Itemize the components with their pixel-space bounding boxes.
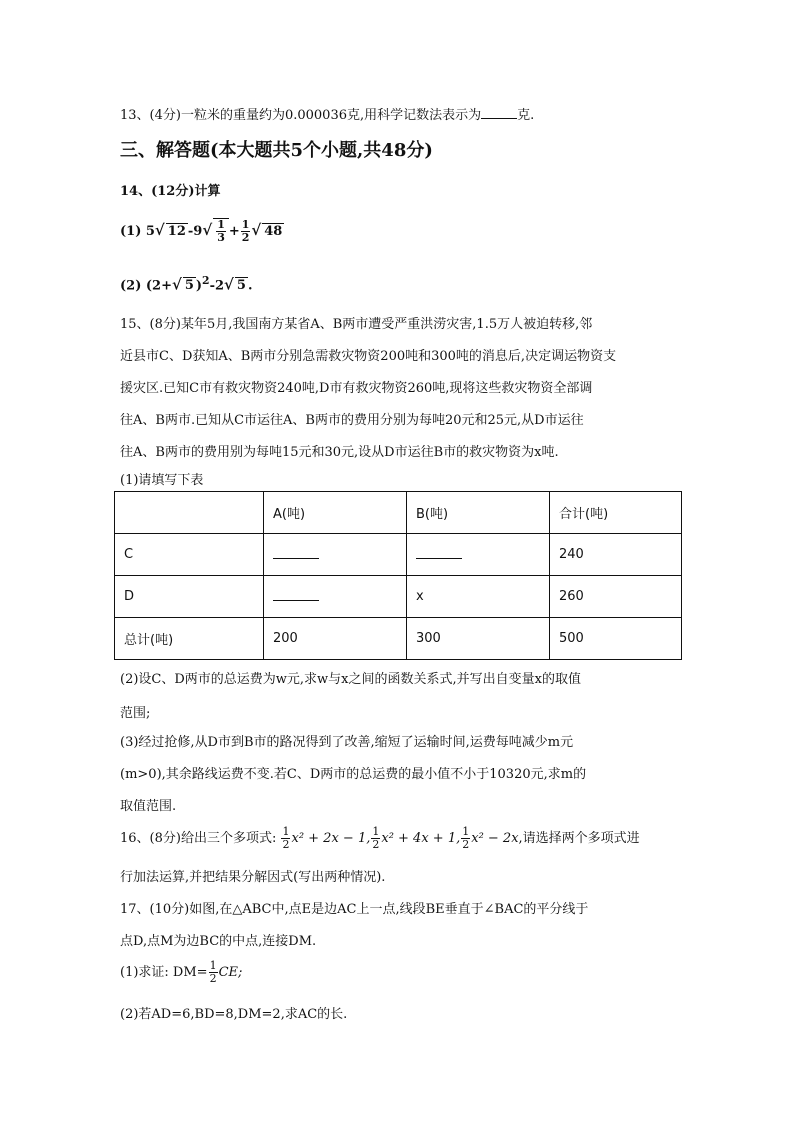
table-cell-blank[interactable] [264, 576, 407, 618]
q17-p1-suffix: CE; [218, 965, 243, 980]
q14-part1 [120, 218, 284, 244]
table-header-row [115, 492, 682, 534]
q14-part2: (2) (2+√ 5 )$^2$-2√ 5 . [120, 274, 253, 294]
q16-poly1: x² + 2x − 1, [291, 831, 371, 846]
table-row-label: D [115, 576, 264, 618]
table-row [115, 576, 682, 618]
q14-p1-minus: -9 [187, 224, 203, 239]
q14-p2-radicand1: 5 [184, 278, 194, 294]
q17-p1-prefix: (1)求证: DM= [120, 965, 208, 980]
table-header-cell [115, 492, 264, 534]
q17-line2: 点D,点M为边BC的中点,连接DM. [120, 934, 317, 949]
q16-poly2: x² + 4x + 1, [381, 831, 461, 846]
table-header-cell: 合计(吨) [550, 492, 682, 534]
q13-text: 13、(4分)一粒米的重量约为0.000036克,用科学记数法表示为 [120, 108, 482, 123]
table-row [115, 534, 682, 576]
q14-p1-sqrt-frac: $\frac{1}{3}$ [213, 218, 229, 244]
q16-suffix: ,请选择两个多项式进 [518, 831, 640, 846]
table-cell-a: 200 [264, 618, 407, 660]
q14-p2-label: (2) (2+ [120, 278, 172, 294]
sqrt-icon: √ [171, 275, 182, 294]
table-row-label: 总计(吨) [115, 618, 264, 660]
q17-part1 [120, 960, 242, 985]
table-cell-blank[interactable] [264, 534, 407, 576]
q14-p2-power: 2 [202, 274, 210, 287]
q14-p1-plus: + [228, 224, 240, 239]
q17-part2: (2)若AD=6,BD=8,DM=2,求AC的长. [120, 1007, 348, 1022]
table-cell-total: 260 [550, 576, 682, 618]
sqrt-icon: √ [154, 221, 165, 239]
q14-p1-label: (1) 5 [120, 224, 155, 239]
q15-line5: 往A、B两市的费用别为每吨15元和30元,设从D市运往B市的救灾物资为x吨. [120, 445, 559, 460]
q14-p1-radicand2: 48 [264, 224, 283, 239]
q15-sub3-line1: (3)经过抢修,从D市到B市的路况得到了改善,缩短了运输时间,运费每吨减少m元 [120, 735, 574, 750]
table-row-label: C [115, 534, 264, 576]
q15-sub2-line2: 范围; [120, 706, 151, 721]
fill-blank[interactable] [273, 546, 319, 559]
q13-line [120, 104, 534, 123]
fill-blank[interactable] [416, 546, 462, 559]
table-cell-b: 300 [407, 618, 550, 660]
q17-p1-fraction: $\frac{1}{2}$ [209, 959, 217, 985]
q17-line1: 17、(10分)如图,在△ABC中,点E是边AC上一点,线段BE垂直于∠BAC的平分线于 [120, 902, 589, 917]
q15-table [114, 491, 682, 660]
sqrt-icon: √ [224, 275, 234, 294]
q15-sub2-line1: (2)设C、D两市的总运费为w元,求w与x之间的函数关系式,并写出自变量x的取值 [120, 672, 581, 687]
q13-answer-blank [481, 108, 517, 119]
q14-p1-radicand1: 12 [167, 224, 186, 239]
section-3-title: 三、解答题(本大题共5个小题,共48分) [120, 140, 433, 161]
q16-line2: 行加法运算,并把结果分解因式(写出两种情况). [120, 870, 386, 885]
q16-line1 [120, 826, 640, 851]
table-row [115, 618, 682, 660]
table-cell-blank[interactable] [407, 534, 550, 576]
fill-blank[interactable] [273, 588, 319, 601]
q15-sub1: (1)请填写下表 [120, 473, 204, 488]
q15-line2: 近县市C、D获知A、B两市分别急需救灾物资200吨和300吨的消息后,决定调运物资支 [120, 349, 617, 364]
q15-line3: 援灾区.已知C市有救灾物资240吨,D市有救灾物资260吨,现将这些救灾物资全部调 [120, 381, 593, 396]
q16-frac-2: $\frac{1}{2}$ [372, 825, 380, 851]
q15-sub3-line3: 取值范围. [120, 799, 177, 814]
q15-line4: 往A、B两市.已知从C市运往A、B两市的费用分别为每吨20元和25元,从D市运往 [120, 413, 584, 428]
sqrt-icon: √ [251, 221, 262, 239]
q16-frac-1: $\frac{1}{2}$ [282, 825, 290, 851]
table-cell-b: x [407, 576, 550, 618]
q15-line1: 15、(8分)某年5月,我国南方某省A、B两市遭受严重洪涝灾害,1.5万人被迫转移,邻 [120, 317, 593, 332]
table-cell-total: 500 [550, 618, 682, 660]
table-header-cell: A(吨) [264, 492, 407, 534]
sqrt-icon: √ [202, 221, 213, 239]
q16-frac-3: $\frac{1}{2}$ [462, 825, 470, 851]
q14-p1-fraction: $\frac{1}{2}$ [241, 218, 250, 244]
q14-stem: 14、(12分)计算 [120, 184, 221, 199]
q16-poly3: x² − 2x [471, 831, 519, 846]
table-cell-total: 240 [550, 534, 682, 576]
q16-prefix: 16、(8分)给出三个多项式: [120, 831, 277, 846]
q14-p2-radicand2: 5 [236, 278, 246, 294]
table-header-cell: B(吨) [407, 492, 550, 534]
q15-sub3-line2: (m>0),其余路线运费不变.若C、D两市的总运费的最小值不小于10320元,求m的 [120, 767, 587, 782]
q13-tail: 克. [517, 108, 535, 123]
